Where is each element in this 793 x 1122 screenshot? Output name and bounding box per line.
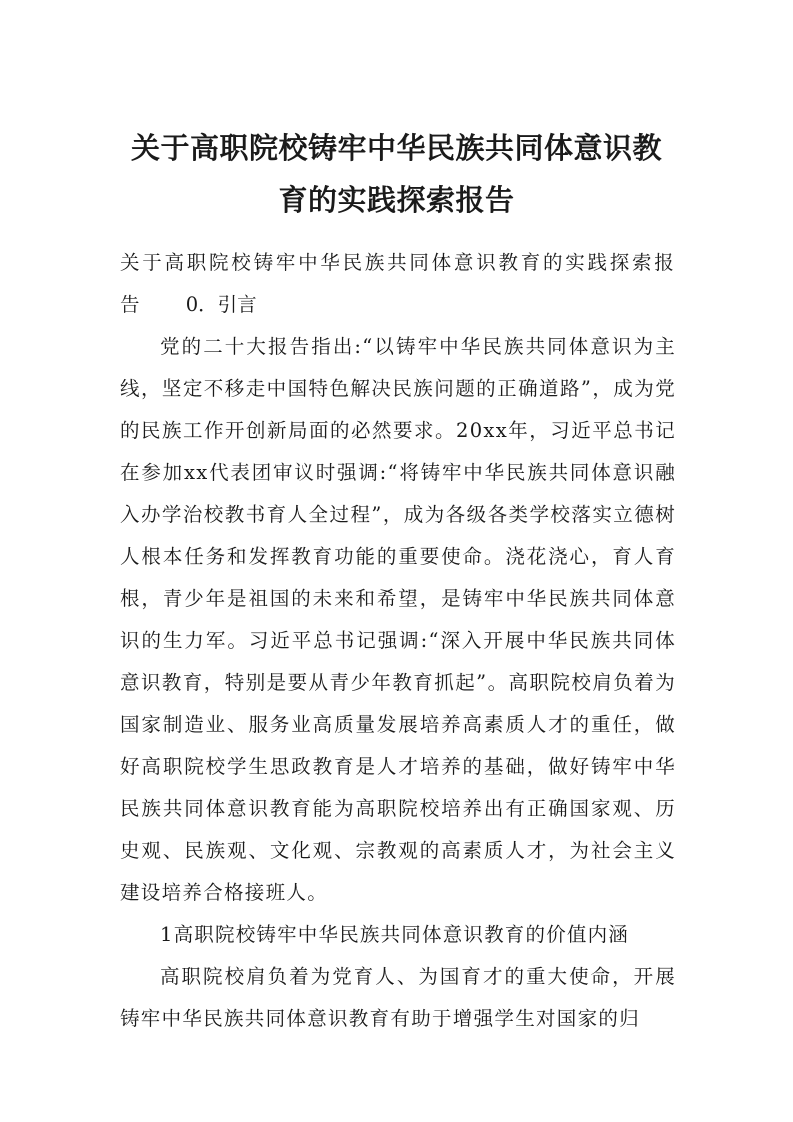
section-0-heading: 0．引言 xyxy=(185,293,257,316)
document-title xyxy=(110,122,683,226)
title-line-1: 关于高职院校铸牢中华民族共同体意识教 xyxy=(130,131,662,165)
paragraph-section-1: 高职院校肩负着为党育人、为国育才的重大使命，开展铸牢中华民族共同体意识教育有助于增强学生对国家的归 xyxy=(120,965,676,1030)
intro-paragraph xyxy=(120,242,676,326)
paragraph-introduction: 党的二十大报告指出:“以铸牢中华民族共同体意识为主线，坚定不移走中国特色解决民族问题的正确道路”，成为党的民族工作开创新局面的必然要求。20xx年，习近平总书记在参加xx代表团审议时强调:“将铸牢中华民族共同体意识融入办学治校教书育人全过程”，成为各级各类学校落实立德树人根本任务和发挥教育功能的重要使命。浇花浇心，育人育根，青少年是祖国的未来和希望，是铸牢中华民族共同体意识的生力军。习近平总书记强调:“深入开展中华民族共同体意识教育，特别是要从青少年教育抓起”。高职院校肩负着为国家制造业、服务业高质量发展培养高素质人才的重任，做好高职院校学生思政教育是人才培养的基础，做好铸牢中华民族共同体意识教育能为高职院校培养出有正确国家观、历史观、民族观、文化观、宗教观的高素质人才，为社会主义建设培养合格接班人。 xyxy=(120,335,676,904)
intro-title-repeat: 关于高职院校铸牢中华民族共同体意识教育的实践探索报告 xyxy=(120,251,676,316)
document-body xyxy=(120,242,676,1040)
section-1-heading: 1高职院校铸牢中华民族共同体意识教育的价值内涵 xyxy=(160,923,630,946)
title-line-2: 育的实践探索报告 xyxy=(278,183,515,217)
